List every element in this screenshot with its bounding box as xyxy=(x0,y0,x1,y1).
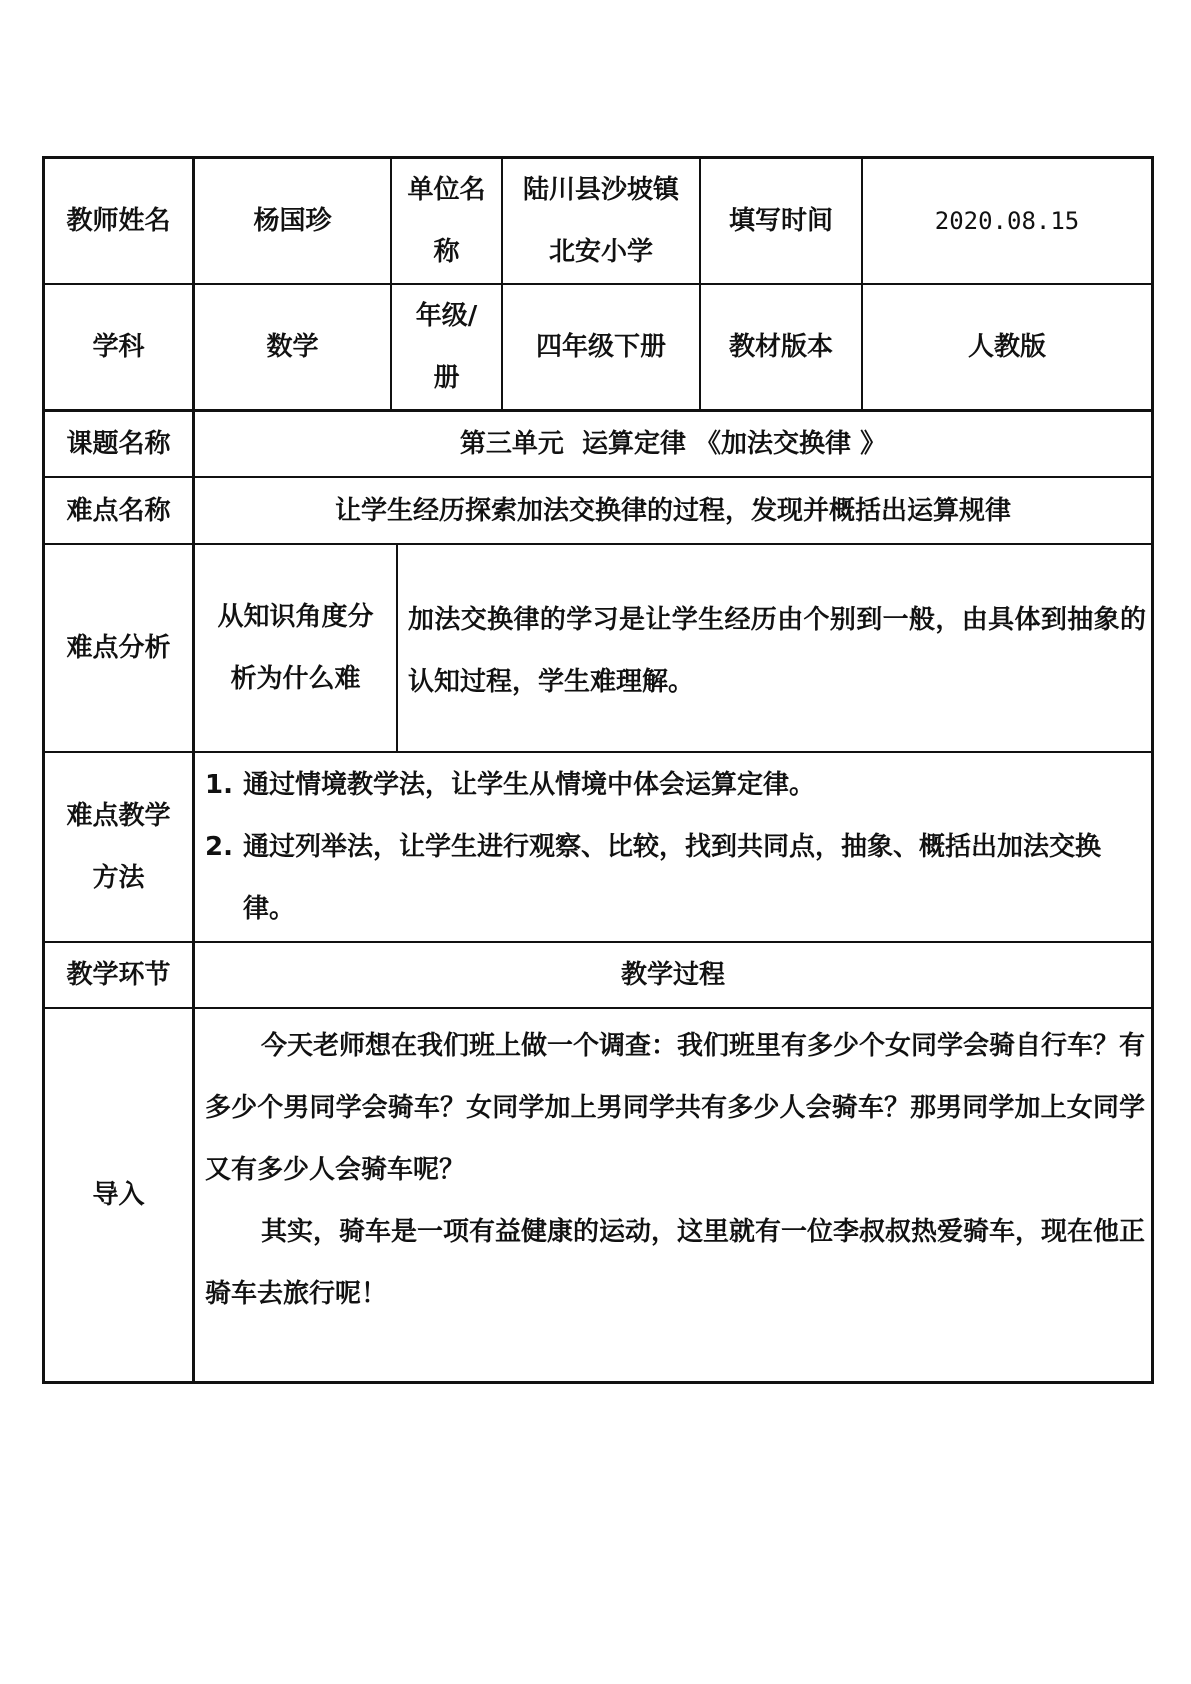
teacher-name-label: 教师姓名 xyxy=(66,206,171,236)
unit-name-label-line1: 单位名 xyxy=(407,175,486,205)
process-stage-label: 教学环节 xyxy=(66,960,171,990)
unit-name-value-line2: 北安小学 xyxy=(548,237,653,267)
methods-list-wrapper xyxy=(205,754,1145,940)
method-item-1-text: 通过情境教学法，让学生从情境中体会运算定律。 xyxy=(243,770,816,800)
grade-value: 四年级下册 xyxy=(535,332,666,362)
unit-name-label xyxy=(392,159,501,283)
analysis-sub-label-line1: 从知识角度分 xyxy=(217,602,374,632)
methods-list xyxy=(205,754,1145,940)
edition-value: 人教版 xyxy=(967,332,1046,362)
fill-date-value: 2020.08.15 xyxy=(934,207,1080,235)
intro-label: 导入 xyxy=(92,1180,145,1210)
grade-label xyxy=(392,285,501,409)
teacher-name-value: 杨国珍 xyxy=(253,206,332,236)
unit-name-value xyxy=(503,159,699,283)
intro-paragraph-2: 其实，骑车是一项有益健康的运动，这里就有一位李叔叔热爱骑车，现在他正骑车去旅行呢！ xyxy=(205,1217,1146,1309)
method-item-2-text: 通过列举法，让学生进行观察、比较，找到共同点，抽象、概括出加法交换律。 xyxy=(243,832,1102,924)
unit-name-value-line1: 陆川县沙坡镇 xyxy=(522,175,679,205)
topic-value: 第三单元 运算定律 《加法交换律 》 xyxy=(459,429,887,459)
method-item-2-number: 2. xyxy=(205,832,233,862)
unit-name-label-line2: 称 xyxy=(433,237,460,267)
fill-date-label: 填写时间 xyxy=(728,206,833,236)
methods-label-line1: 难点教学 xyxy=(66,801,171,831)
method-item-1 xyxy=(205,754,1145,816)
subject-label: 学科 xyxy=(92,332,145,362)
analysis-sub-label xyxy=(195,545,396,751)
process-header-value: 教学过程 xyxy=(620,960,725,990)
subject-value: 数学 xyxy=(266,332,319,362)
analysis-text: 加法交换律的学习是让学生经历由个别到一般，由具体到抽象的认知过程，学生难理解。 xyxy=(408,605,1146,697)
grade-label-line1: 年级/ xyxy=(415,301,478,331)
methods-label xyxy=(45,753,192,941)
intro-content xyxy=(205,1015,1145,1325)
edition-label: 教材版本 xyxy=(728,332,833,362)
intro-paragraph-1: 今天老师想在我们班上做一个调查：我们班里有多少个女同学会骑自行车？有多少个男同学会骑车？女同学加上男同学共有多少人会骑车？那男同学加上女同学又有多少人会骑车呢？ xyxy=(205,1031,1146,1185)
topic-label: 课题名称 xyxy=(66,429,171,459)
difficulty-label: 难点名称 xyxy=(66,495,171,526)
difficulty-value: 让学生经历探索加法交换律的过程，发现并概括出运算规律 xyxy=(334,495,1011,526)
methods-label-line2: 方法 xyxy=(92,863,145,893)
method-item-2 xyxy=(205,816,1145,940)
analysis-label: 难点分析 xyxy=(66,633,171,663)
grade-label-line2: 册 xyxy=(433,363,460,393)
method-item-1-number: 1. xyxy=(205,770,233,800)
analysis-sub-label-line2: 析为什么难 xyxy=(230,664,361,694)
